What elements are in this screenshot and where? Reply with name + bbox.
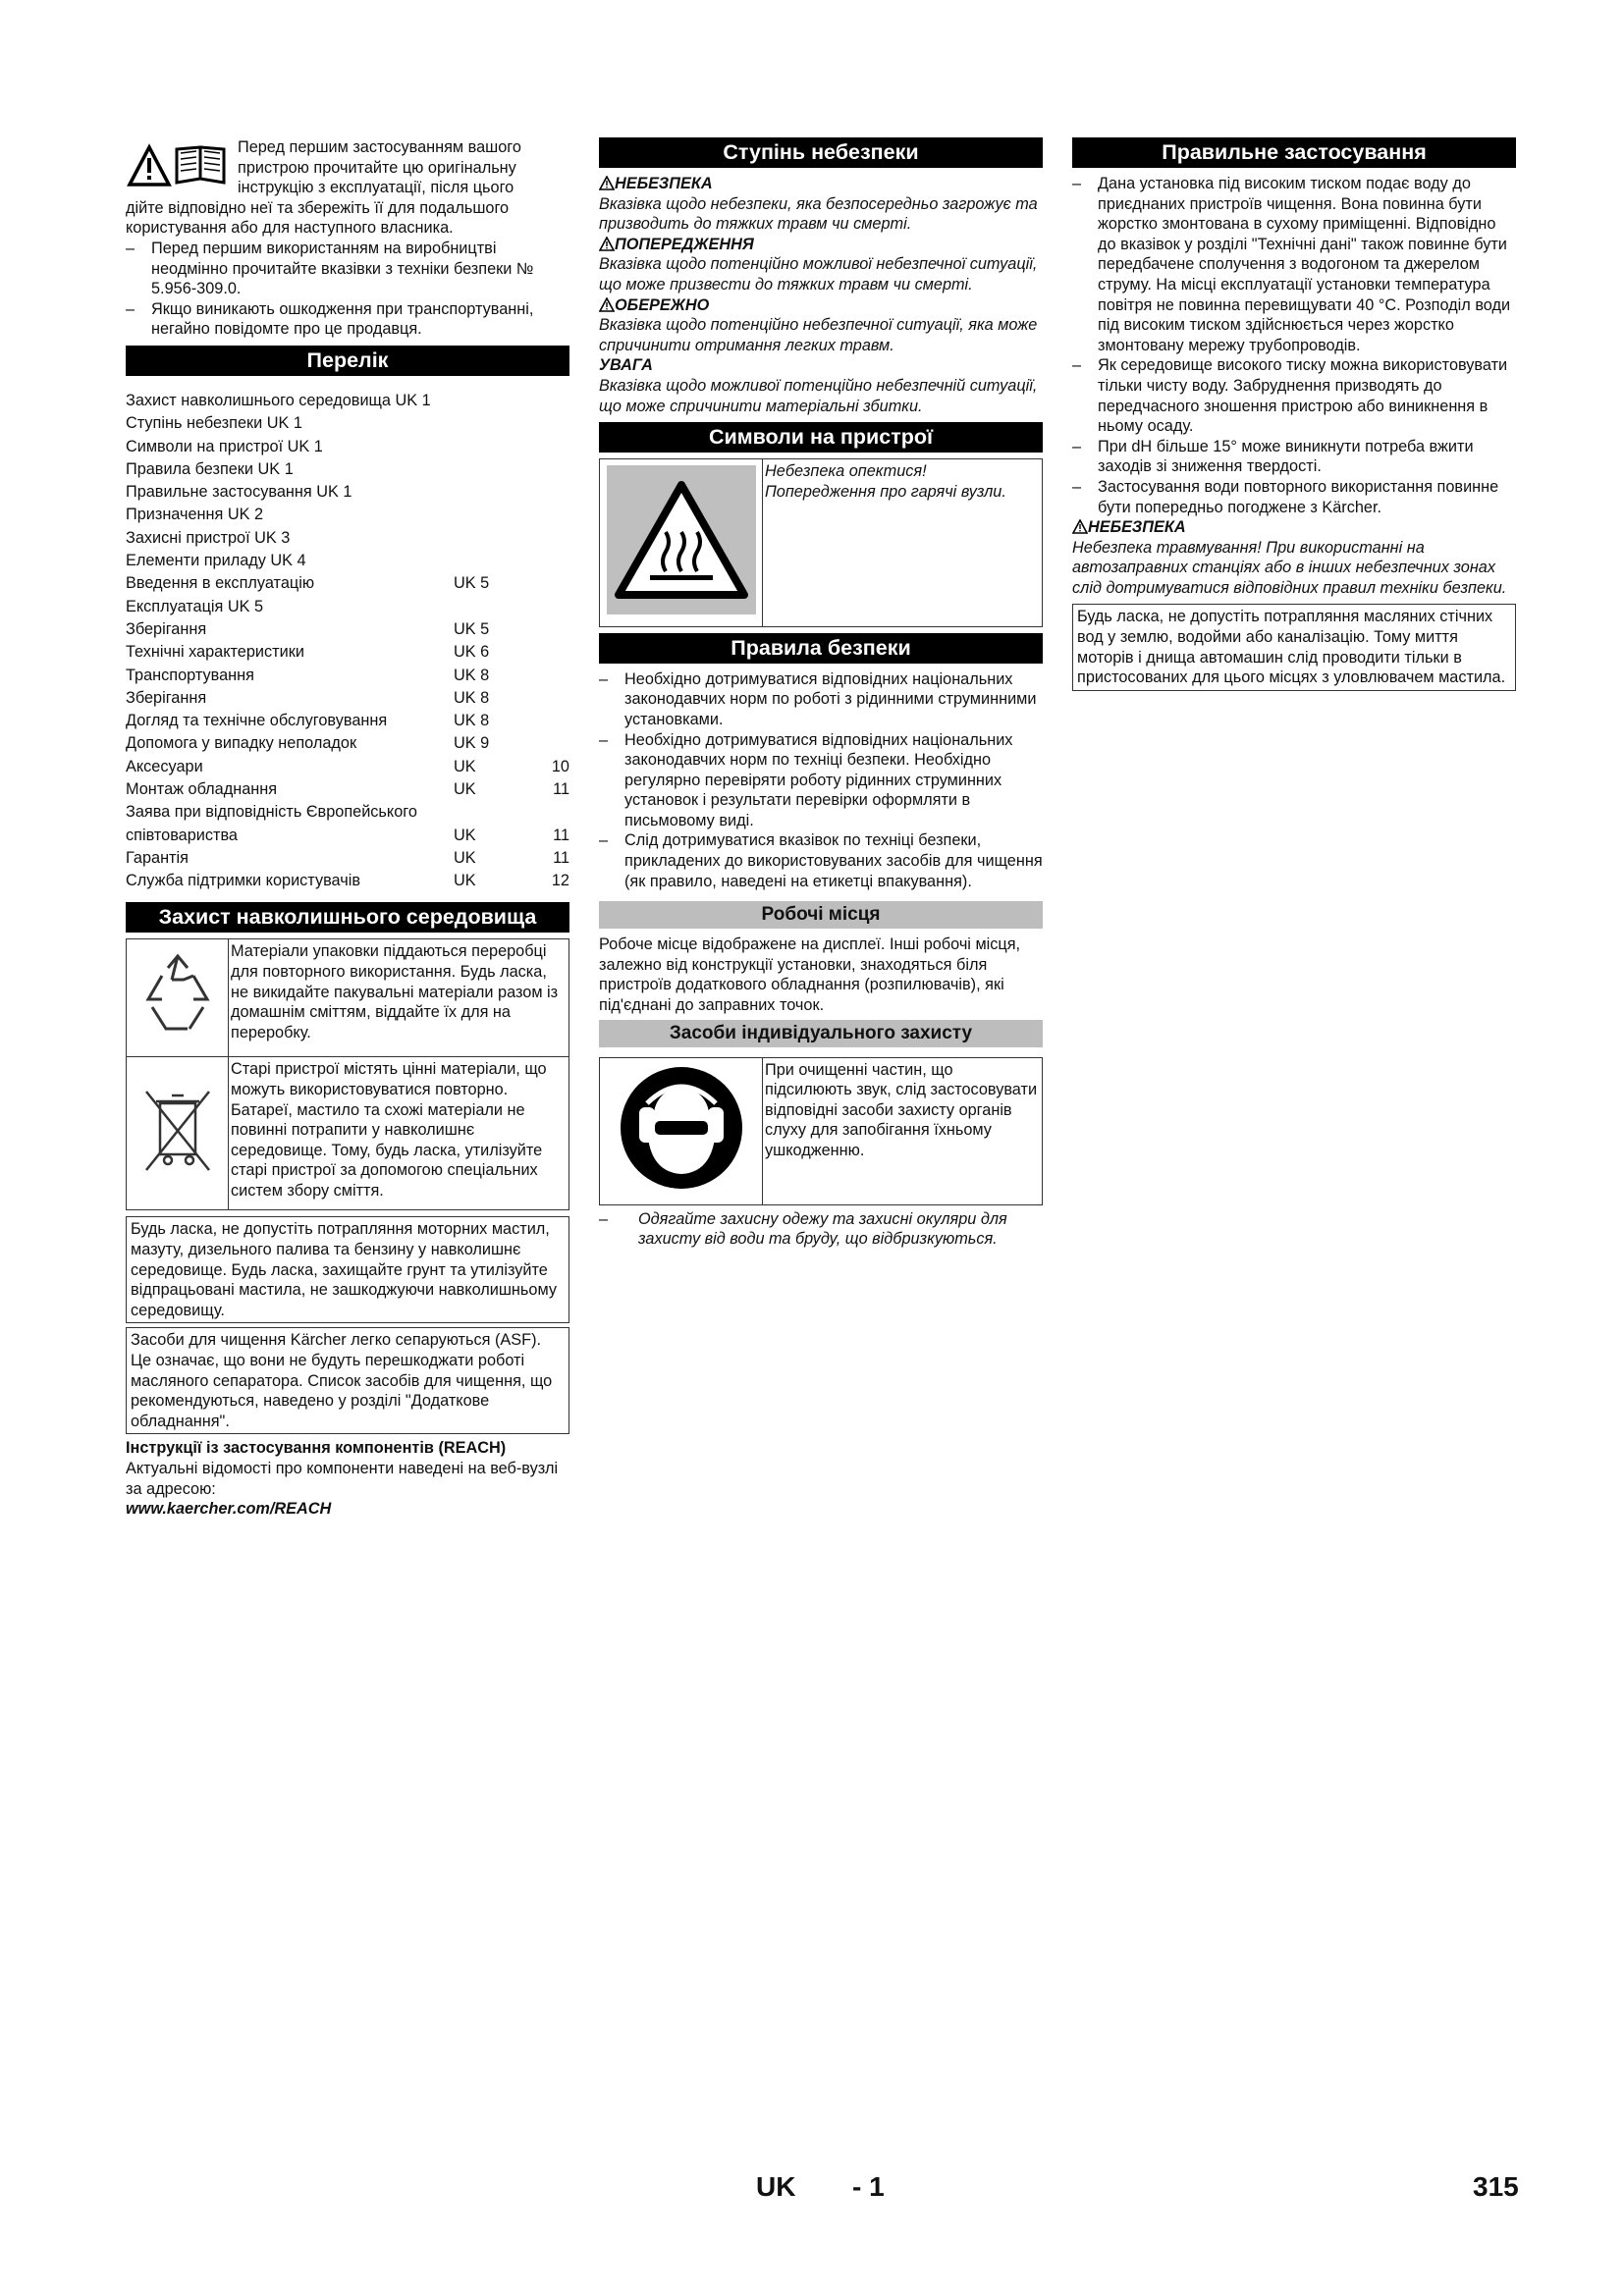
toc-entry-page: 11 bbox=[553, 848, 569, 867]
toc-row[interactable] bbox=[126, 732, 569, 755]
reach-text: Актуальні відомості про компоненти наведені на веб-вузлі за адресою: bbox=[126, 1460, 559, 1498]
toc-row[interactable] bbox=[126, 458, 569, 481]
toc-entry-page bbox=[514, 665, 569, 687]
environment-table bbox=[126, 938, 569, 1210]
toc-entry-name: Захисні пристрої UK 3 bbox=[126, 528, 291, 547]
toc-entry-unit: UK bbox=[454, 848, 476, 867]
intro-line: пристрою прочитайте цю оригінальну bbox=[238, 158, 516, 177]
toc-entry-page bbox=[514, 687, 569, 710]
safety-bullet: – Необхідно дотримуватися відповідних національних законодавчих норм по роботі з рідинними струминними установками. bbox=[599, 669, 1043, 730]
danger-level-title bbox=[599, 355, 1043, 376]
toc-entry-page: 11 bbox=[553, 779, 569, 798]
intro-line: інструкцію з експлуатації, після цього bbox=[238, 179, 514, 197]
toc-entry-name: Монтаж обладнання bbox=[126, 779, 278, 798]
toc-entry-page bbox=[514, 641, 569, 664]
toc-entry-name: Зберігання bbox=[126, 619, 207, 638]
toc-entry-unit bbox=[454, 801, 514, 824]
intro-block bbox=[126, 137, 569, 239]
toc-row[interactable] bbox=[126, 870, 569, 892]
ppe-icon-cell bbox=[600, 1057, 763, 1204]
toc-entry-unit bbox=[454, 481, 514, 504]
toc-row[interactable] bbox=[126, 390, 569, 412]
toc-entry-name: Призначення UK 2 bbox=[126, 506, 264, 524]
crossed-bin-icon bbox=[138, 1082, 217, 1180]
recycle-icon-cell bbox=[127, 939, 229, 1057]
weee-text: Старі пристрої містять цінні матеріали, що можуть використовуватися повторно. Батареї, мастило та схожі матеріали не повинні потрапити у навколишнє середовище. Тому, будь ласка, утилізуйте старі пристрої за допомогою спеціальних систем збору сміття. bbox=[229, 1057, 569, 1210]
toc-entry-unit: UK 5 bbox=[454, 574, 490, 593]
danger-level-text: Вказівка щодо небезпеки, яка безпосередньо загрожує та призводить до тяжких травм чи смерті. bbox=[599, 194, 1038, 234]
danger-level-text: Вказівка щодо потенційно небезпечної ситуації, яка може спричинити отримання легких травм. bbox=[599, 316, 1038, 354]
workplace-header: Робочі місця bbox=[599, 901, 1043, 929]
footer-page: - 1 bbox=[852, 2171, 885, 2202]
toc-entry-name: Служба підтримки користувачів bbox=[126, 872, 361, 890]
danger-level-label: НЕБЕЗПЕКА bbox=[615, 175, 713, 192]
toc-row[interactable] bbox=[126, 572, 569, 595]
column-right bbox=[1072, 137, 1516, 695]
environment-header: Захист навколишнього середовища bbox=[126, 902, 569, 933]
recycle-icon bbox=[133, 950, 223, 1041]
use-bullet: – Як середовище високого тиску можна використовувати тільки чисту воду. Забруднення призводять до передчасного зношення пристрою або виникнення в ньому осаду. bbox=[1072, 355, 1516, 436]
intro-bullet: – Якщо виникають ошкодження при транспортуванні, негайно повідомте про це продавця. bbox=[126, 299, 569, 340]
safety-bullet: – Слід дотримуватися вказівок по техніці безпеки, прикладених до використовуваних засобів для чищення (як правило, наведені на етикетці впакування). bbox=[599, 830, 1043, 891]
toc-entry-name: Введення в експлуатацію bbox=[126, 574, 315, 593]
safety-bullet: – Необхідно дотримуватися відповідних національних законодавчих норм по техніці безпеки. Необхідно регулярно перевіряти роботу рідинних струминних установок і результати перевірки оформляти в письмовому виді. bbox=[599, 730, 1043, 831]
toc-entry-page bbox=[514, 550, 569, 572]
cleaner-notice-box: Засоби для чищення Kärcher легко сепаруються (ASF). Це означає, що вони не будуть перешкоджати роботі масляного сепаратора. Список засобів для чищення, що рекомендуються, наведено у розділі "Додаткове обладнання". bbox=[126, 1327, 569, 1434]
toc-entry-page bbox=[514, 710, 569, 732]
toc-row[interactable] bbox=[126, 801, 569, 824]
toc-entry-page bbox=[514, 732, 569, 755]
toc-entry-page bbox=[514, 596, 569, 618]
toc-row[interactable] bbox=[126, 550, 569, 572]
warning-icon bbox=[1072, 519, 1088, 534]
toc-entry-unit: UK 5 bbox=[454, 619, 490, 638]
toc-entry-name: Заява при відповідність Європейського bbox=[126, 803, 417, 822]
danger-level-text: Вказівка щодо потенційно можливої небезпечної ситуації, що може призвести до тяжких травм чи смерті. bbox=[599, 255, 1038, 294]
toc-entry-page bbox=[514, 458, 569, 481]
danger-levels bbox=[599, 174, 1043, 416]
toc-entry-unit: UK bbox=[454, 757, 476, 775]
ppe-note: – Одягайте захисну одежу та захисні окуляри для захисту від води та бруду, що відбризкуються. bbox=[599, 1209, 1043, 1250]
toc-row[interactable] bbox=[126, 825, 569, 847]
weee-icon-cell bbox=[127, 1057, 229, 1210]
toc-entry-page bbox=[514, 481, 569, 504]
recycle-text: Матеріали упаковки піддаються переробці для повторного використання. Будь ласка, не викидайте пакувальні матеріали разом із домашнім сміттям, віддайте їх для на переробку. bbox=[229, 939, 569, 1057]
toc-entry-unit bbox=[454, 390, 514, 412]
toc-row[interactable] bbox=[126, 756, 569, 778]
symbols-table bbox=[599, 458, 1043, 627]
toc-entry-unit: UK 8 bbox=[454, 712, 490, 730]
toc-row[interactable] bbox=[126, 687, 569, 710]
toc-entry-unit: UK bbox=[454, 826, 476, 844]
toc-entry-name: Правильне застосування UK 1 bbox=[126, 483, 352, 502]
toc-entry-unit bbox=[454, 504, 514, 526]
warning-icon bbox=[599, 176, 615, 190]
intro-line: Перед першим застосуванням вашого bbox=[238, 138, 521, 156]
toc-entry-page bbox=[514, 504, 569, 526]
toc-entry-page: 12 bbox=[551, 872, 569, 890]
danger-levels-header: Ступінь небезпеки bbox=[599, 137, 1043, 168]
toc-row[interactable] bbox=[126, 436, 569, 458]
table-of-contents bbox=[126, 390, 569, 893]
warning-icon bbox=[599, 237, 615, 251]
toc-row[interactable] bbox=[126, 596, 569, 618]
toc-entry-name: Захист навколишнього середовища UK 1 bbox=[126, 391, 431, 409]
toc-entry-unit bbox=[454, 436, 514, 458]
ppe-table bbox=[599, 1057, 1043, 1205]
toc-entry-unit: UK 9 bbox=[454, 734, 490, 753]
warning-manual-icon bbox=[126, 143, 232, 187]
footer-page-number: 315 bbox=[1473, 2171, 1519, 2202]
toc-entry-unit: UK bbox=[454, 872, 476, 890]
toc-row[interactable] bbox=[126, 527, 569, 550]
reach-link[interactable]: www.kaercher.com/REACH bbox=[126, 1500, 332, 1519]
toc-entry-unit bbox=[454, 527, 514, 550]
hot-surface-text: Небезпека опектися! Попередження про гарячі вузли. bbox=[763, 459, 1043, 627]
toc-entry-unit: UK 8 bbox=[454, 666, 490, 684]
toc-entry-page bbox=[514, 618, 569, 641]
toc-entry-unit bbox=[454, 550, 514, 572]
toc-entry-name: Гарантія bbox=[126, 848, 189, 867]
danger-text: Небезпека травмування! При використанні на автозаправних станціях або в інших небезпечних зонах слід дотримуватися відповідних правил техніки безпеки. bbox=[1072, 538, 1507, 597]
toc-entry-name: Символи на пристрої UK 1 bbox=[126, 437, 323, 455]
reach-title: Інструкції із застосування компонентів (REACH) bbox=[126, 1439, 507, 1458]
footer-language: UK bbox=[756, 2171, 796, 2202]
toc-entry-unit bbox=[454, 458, 514, 481]
danger-level-title bbox=[599, 235, 1043, 255]
toc-row[interactable] bbox=[126, 641, 569, 664]
use-bullet: – Застосування води повторного використання повинне бути попередньо погоджене з Kärcher. bbox=[1072, 477, 1516, 517]
column-left bbox=[126, 137, 569, 1520]
danger-level-label: ОБЕРЕЖНО bbox=[615, 295, 710, 314]
toc-entry-page bbox=[514, 527, 569, 550]
toc-entry-unit: UK 8 bbox=[454, 688, 490, 707]
toc-row[interactable] bbox=[126, 618, 569, 641]
toc-entry-name: співтовариства bbox=[126, 826, 238, 844]
oil-notice-box: Будь ласка, не допустіть потрапляння моторних мастил, мазуту, дизельного палива та бензину у навколишнє середовище. Будь ласка, захищайте грунт та утилізуйте відпрацьовані мастила, не зашкоджуючи навколишньому середовищу. bbox=[126, 1216, 569, 1323]
toc-entry-page: 11 bbox=[553, 826, 569, 844]
toc-entry-name: Допомога у випадку неполадок bbox=[126, 734, 357, 753]
danger-level-title bbox=[599, 295, 1043, 316]
toc-entry-name: Догляд та технічне обслуговування bbox=[126, 712, 388, 730]
ppe-header: Засоби індивідуального захисту bbox=[599, 1020, 1043, 1047]
toc-entry-name: Правила безпеки UK 1 bbox=[126, 459, 294, 478]
toc-row[interactable] bbox=[126, 481, 569, 504]
ppe-text: При очищенні частин, що підсилюють звук, слід застосовувати відповідні засоби захисту органів слуху для запобігання їхньому ушкодженню. bbox=[763, 1057, 1043, 1204]
danger-level-label: УВАГА bbox=[599, 356, 653, 375]
toc-row[interactable] bbox=[126, 504, 569, 526]
toc-row[interactable] bbox=[126, 665, 569, 687]
toc-entry-unit bbox=[454, 412, 514, 435]
ear-eye-protection-icon bbox=[618, 1064, 745, 1192]
safety-header: Правила безпеки bbox=[599, 633, 1043, 664]
use-bullet: – При dH більше 15° може виникнути потреба вжити заходів зі зниження твердості. bbox=[1072, 437, 1516, 477]
toc-entry-page bbox=[514, 572, 569, 595]
toc-row[interactable] bbox=[126, 847, 569, 870]
toc-entry-unit bbox=[454, 596, 514, 618]
hot-surface-icon-cell bbox=[600, 459, 763, 627]
danger-level-text: Вказівка щодо можливої потенційно небезпечній ситуації, що може спричинити матеріальні збитки. bbox=[599, 376, 1038, 415]
use-bullet: – Дана установка під високим тиском подає воду до приєднаних пристроїв чищення. Вона повинна бути жорстко змонтована в сухому приміщенні. Відповідно до вказівок у розділі "Технічні дані" також повинне бути передбачене сполучення з водогоном та джерелом струму. На місці експлуатації установки температура повітря не повинна перевищувати 40 °C. Розподіл води під високим тиском здійснюється через жорстко змонтовану мережу трубопроводів. bbox=[1072, 174, 1516, 355]
toc-entry-name: Ступінь небезпеки UK 1 bbox=[126, 414, 302, 433]
toc-entry-unit: UK bbox=[454, 779, 476, 798]
column-middle bbox=[599, 137, 1043, 1250]
toc-entry-name: Транспортування bbox=[126, 666, 254, 684]
danger-title: НЕБЕЗПЕКА bbox=[1072, 517, 1516, 538]
symbols-header: Символи на пристрої bbox=[599, 422, 1043, 453]
hot-surface-icon bbox=[607, 465, 756, 614]
toc-entry-name: Аксесуари bbox=[126, 757, 203, 775]
toc-entry-page bbox=[514, 390, 569, 412]
workplace-text: Робоче місце відображене на дисплеї. Інші робочі місця, залежно від конструкції установки, знаходяться біля пристроїв додаткового обладнання (розпилювачів), які під'єднані до заправних точок. bbox=[599, 935, 1021, 1015]
toc-row[interactable] bbox=[126, 778, 569, 801]
danger-level-label: ПОПЕРЕДЖЕННЯ bbox=[615, 235, 754, 253]
toc-entry-name: Зберігання bbox=[126, 688, 207, 707]
intro-text: дійте відповідно неї та збережіть її для подальшого користування або для наступного власника. bbox=[126, 198, 510, 238]
toc-entry-page bbox=[514, 412, 569, 435]
toc-entry-name: Експлуатація UK 5 bbox=[126, 597, 264, 615]
danger-level-title bbox=[599, 174, 1043, 194]
toc-entry-page: 10 bbox=[551, 757, 569, 775]
proper-use-header: Правильне застосування bbox=[1072, 137, 1516, 168]
oil-water-notice-box: Будь ласка, не допустіть потрапляння масляних стічних вод у землю, водойми або каналізацію. Тому миття моторів і днища автомашин слід проводити тільки в пристосованих для цього місцях з уловлювачем мастила. bbox=[1072, 604, 1516, 690]
warning-icon bbox=[599, 297, 615, 312]
toc-entry-page bbox=[514, 436, 569, 458]
toc-header: Перелік bbox=[126, 346, 569, 376]
toc-entry-unit: UK 6 bbox=[454, 643, 490, 662]
toc-row[interactable] bbox=[126, 710, 569, 732]
toc-entry-page bbox=[514, 801, 569, 824]
toc-entry-name: Технічні характеристики bbox=[126, 643, 304, 662]
toc-entry-name: Елементи приладу UK 4 bbox=[126, 552, 306, 570]
intro-bullet: – Перед першим використанням на виробництві неодмінно прочитайте вказівки з техніки безпеки № 5.956-309.0. bbox=[126, 239, 569, 299]
toc-row[interactable] bbox=[126, 412, 569, 435]
